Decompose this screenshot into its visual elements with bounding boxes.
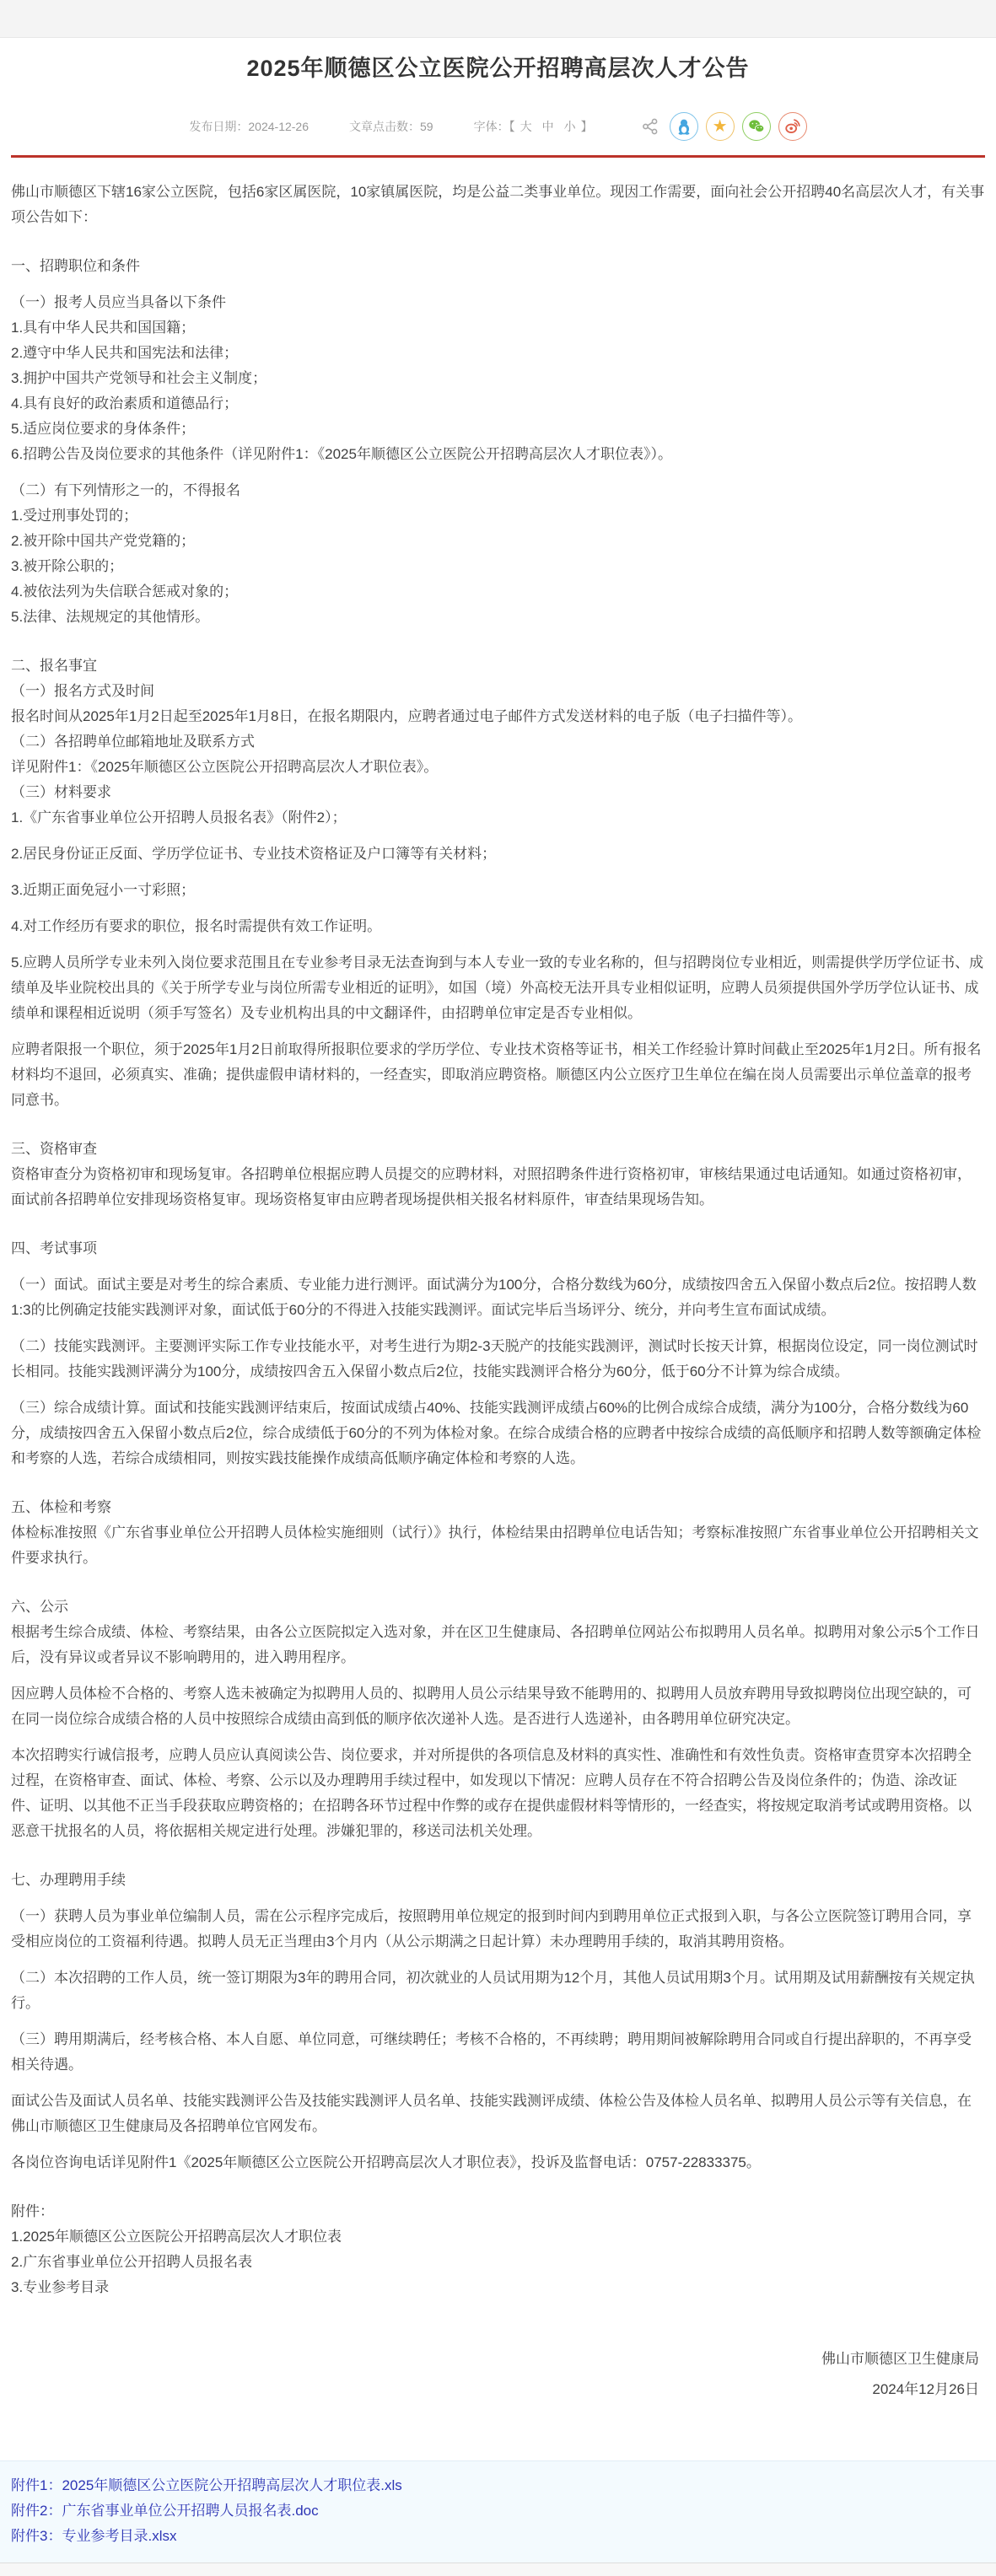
body-paragraph: 二、报名事宜 [11,658,97,674]
body-paragraph: 3.被开除公职的； [11,558,124,574]
signature-block [0,2344,996,2405]
body-paragraph: 面试公告及面试人员名单、技能实践测评公告及技能实践测评人员名单、技能实践测评成绩、体检公告及体检人员名单、拟聘用人员公示等有关信息，在佛山市顺德区卫生健康局及各招聘单位官网发布。 [11,2093,972,2134]
body-paragraph: （二）技能实践测评。主要测评实际工作专业技能水平，对考生进行为期2-3天脱产的技能实践测评，测试时长按天计算，根据岗位设定，同一岗位测试时长相同。技能实践测评满分为100分，成绩按四舍五入保留小数点后2位，技能实践测评合格分为60分，低于60分不计算为综合成绩。 [11,1338,978,1379]
body-paragraph: （三）综合成绩计算。面试和技能实践测评结束后，按面试成绩占40%、技能实践测评成绩占60%的比例合成综合成绩，满分为100分，合格分数线为60分，成绩按四舍五入保留小数点后2位，综合成绩低于60分的不列为体检对象。在综合成绩合格的应聘者中按综合成绩的高低顺序和招聘人数等额确定体检和考察的人选，若综合成绩相同，则按实践技能操作成绩高低顺序确定体检和考察的人选。 [11,1400,982,1466]
top-strip [0,0,996,38]
body-paragraph: 各岗位咨询电话详见附件1《2025年顺德区公立医院公开招聘高层次人才职位表》，投诉及监督电话：0757-22833375。 [11,2154,761,2170]
body-paragraph: 3.专业参考目录 [11,2279,110,2295]
body-paragraph: （一）报考人员应当具备以下条件 [11,294,226,310]
body-paragraph: 体检标准按照《广东省事业单位公开招聘人员体检实施细则（试行）》执行，体检结果由招聘单位电话告知；考察标准按照广东省事业单位公开招聘相关文件要求执行。 [11,1525,979,1566]
body-paragraph: 附件： [11,2203,54,2219]
body-paragraph: 2.被开除中国共产党党籍的； [11,533,196,549]
body-paragraph: 四、考试事项 [11,1240,97,1256]
body-paragraph: （一）报名方式及时间 [11,683,154,699]
body-paragraph: 4.具有良好的政治素质和道德品行； [11,395,239,411]
font-size-label: 字体： [473,120,509,133]
body-paragraph: 1.《广东省事业单位公开招聘人员报名表》（附件2）； [11,809,347,826]
body-paragraph: 本次招聘实行诚信报考，应聘人员应认真阅读公告、岗位要求，并对所提供的各项信息及材料的真实性、准确性和有效性负责。资格审查贯穿本次招聘全过程，在资格审查、面试、体检、考察、公示以及办理聘用手续过程中，如发现以下情况：应聘人员存在不符合招聘公告及岗位条件的；伪造、涂改证件、证明、以其他不正当手段获取应聘资格的；在招聘各环节过程中作弊的或存在提供虚假材料等情形的，一经查实，将按规定取消考试或聘用资格。以恶意干扰报名的人员，将依据相关规定进行处理。涉嫌犯罪的，移送司法机关处理。 [11,1747,972,1839]
body-paragraph: 5.法律、法规规定的其他情形。 [11,609,210,625]
attachment-row [11,2473,985,2498]
body-paragraph: （二）各招聘单位邮箱地址及联系方式 [11,734,255,750]
attachment-label: 附件2： [11,2503,62,2519]
wechat-icon[interactable] [742,112,771,141]
bottom-strip [0,2563,996,2576]
attachment-row [11,2524,985,2549]
attachment-link[interactable]: 2025年顺德区公立医院公开招聘高层次人才职位表.xls [62,2477,402,2493]
qq-icon[interactable] [670,112,698,141]
body-paragraph: 因应聘人员体检不合格的、考察人选未被确定为拟聘用人员的、拟聘用人员公示结果导致不能聘用的、拟聘用人员放弃聘用导致拟聘岗位出现空缺的，可在同一岗位综合成绩合格的人员中按照综合成绩由高到低的顺序依次递补人选。是否进行人选递补，由各聘用单位研究决定。 [11,1686,972,1727]
body-paragraph: 6.招聘公告及岗位要求的其他条件（详见附件1：《2025年顺德区公立医院公开招聘高层次人才职位表》）。 [11,446,672,462]
font-size-medium-button[interactable]: 中 [541,120,554,133]
body-paragraph: 根据考生综合成绩、体检、考察结果，由各公立医院拟定入选对象，并在区卫生健康局、各招聘单位网站公布拟聘用人员名单。拟聘用对象公示5个工作日后，没有异议或者异议不影响聘用的，进入聘用程序。 [11,1624,980,1665]
attachment-label: 附件3： [11,2528,62,2544]
meta-row [0,111,996,142]
body-paragraph: 4.对工作经历有要求的职位，报名时需提供有效工作证明。 [11,918,382,934]
body-paragraph: （一）获聘人员为事业单位编制人员，需在公示程序完成后，按照聘用单位规定的报到时间内到聘用单位正式报到入职，与各公立医院签订聘用合同，享受相应岗位的工资福利待遇。拟聘人员无正当理由3个月内（从公示期满之日起计算）未办理聘用手续的，取消其聘用资格。 [11,1908,972,1949]
page-title: 2025年顺德区公立医院公开招聘高层次人才公告 [246,56,750,81]
publish-date-label: 发布日期： [189,120,249,133]
body-paragraph: （一）面试。面试主要是对考生的综合素质、专业能力进行测评。面试满分为100分，合格分数线为60分，成绩按四舍五入保留小数点后2位。按招聘人数1:3的比例确定技能实践测评对象，面试低于60分的不得进入技能实践测评。面试完毕后当场评分、统分，并向考生宣布面试成绩。 [11,1277,977,1318]
body-paragraph: 报名时间从2025年1月2日起至2025年1月8日，在报名期限内，应聘者通过电子邮件方式发送材料的电子版（电子扫描件等）。 [11,708,802,724]
font-size-small-button[interactable]: 小 [563,120,576,133]
body-paragraph: 七、办理聘用手续 [11,1872,126,1888]
share-icon[interactable] [642,118,659,135]
view-count-value: 59 [420,120,433,133]
attachment-link[interactable]: 专业参考目录.xlsx [62,2528,177,2544]
body-paragraph: 一、招聘职位和条件 [11,258,140,274]
body-paragraph: 1.具有中华人民共和国国籍； [11,320,196,336]
qzone-icon[interactable]: ★ [706,112,735,141]
font-bracket-close: 】 [580,120,593,133]
body-paragraph: 3.拥护中国共产党领导和社会主义制度； [11,370,267,386]
view-count [349,118,433,135]
body-paragraph: （二）有下列情形之一的，不得报名 [11,482,240,498]
body-paragraph: 4.被依法列为失信联合惩戒对象的； [11,583,239,600]
weibo-icon[interactable] [778,112,807,141]
attachments-panel [0,2460,996,2563]
body-paragraph: 5.适应岗位要求的身体条件； [11,421,196,437]
body-paragraph: 3.近期正面免冠小一寸彩照； [11,882,196,898]
body-paragraph: 佛山市顺德区下辖16家公立医院，包括6家区属医院，10家镇属医院，均是公益二类事业单位。现因工作需要，面向社会公开招聘40名高层次人才，有关事项公告如下： [11,184,985,225]
article-body [0,158,996,2300]
body-paragraph: 1.2025年顺德区公立医院公开招聘高层次人才职位表 [11,2229,342,2245]
signature-org: 佛山市顺德区卫生健康局 [821,2351,979,2367]
body-paragraph: （二）本次招聘的工作人员，统一签订期限为3年的聘用合同，初次就业的人员试用期为12个月，其他人员试用期3个月。试用期及试用薪酬按有关规定执行。 [11,1970,975,2011]
body-paragraph: 资格审查分为资格初审和现场复审。各招聘单位根据应聘人员提交的应聘材料，对照招聘条件进行资格初审，审核结果通过电话通知。如通过资格初审，面试前各招聘单位安排现场资格复审。现场资格复审由应聘者现场提供相关报名材料原件，审查结果现场告知。 [11,1166,972,1207]
attachment-label: 附件1： [11,2477,62,2493]
font-size-controls [474,118,593,135]
body-paragraph: 2.居民身份证正反面、学历学位证书、专业技术资格证及户口簿等有关材料； [11,846,497,862]
font-bracket-open: 【 [509,120,515,133]
body-paragraph: 应聘者限报一个职位，须于2025年1月2日前取得所报职位要求的学历学位、专业技术资格等证书，相关工作经验计算时间截止至2025年1月2日。所有报名材料均不退回，必须真实、准确；提供虚假申请材料的，一经查实，即取消应聘资格。顺德区内公立医疗卫生单位在编在岗人员需要出示单位盖章的报考同意书。 [11,1041,982,1108]
body-paragraph: （三）材料要求 [11,784,111,800]
font-size-large-button[interactable]: 大 [520,120,532,133]
signature-date: 2024年12月26日 [872,2381,979,2397]
publish-date-value: 2024-12-26 [248,120,310,133]
publish-date [189,118,309,135]
body-paragraph: 六、公示 [11,1599,68,1615]
attachment-link[interactable]: 广东省事业单位公开招聘人员报名表.doc [62,2503,319,2519]
body-paragraph: 详见附件1：《2025年顺德区公立医院公开招聘高层次人才职位表》。 [11,759,439,775]
share-bar [642,112,807,141]
body-paragraph: 2.广东省事业单位公开招聘人员报名表 [11,2254,253,2270]
attachment-row [11,2498,985,2524]
body-paragraph: （三）聘用期满后，经考核合格、本人自愿、单位同意，可继续聘任；考核不合格的，不再续聘；聘用期间被解除聘用合同或自行提出辞职的，不再享受相关待遇。 [11,2031,972,2073]
body-paragraph: 三、资格审查 [11,1141,97,1157]
body-paragraph: 五、体检和考察 [11,1499,111,1515]
body-paragraph: 5.应聘人员所学专业未列入岗位要求范围且在专业参考目录无法查询到与本人专业一致的专业名称的，但与招聘岗位专业相近，则需提供学历学位证书、成绩单及毕业院校出具的《关于所学专业与岗位所需专业相近的证明》，如国（境）外高校无法开具专业相似证明，应聘人员须提供国外学历学位认证书、成绩单和课程相近说明（须手写签名）及专业机构出具的中文翻译件，由招聘单位审定是否专业相似。 [11,955,984,1021]
body-paragraph: 1.受过刑事处罚的； [11,508,138,524]
view-count-label: 文章点击数： [349,120,421,133]
body-paragraph: 2.遵守中华人民共和国宪法和法律； [11,345,239,361]
